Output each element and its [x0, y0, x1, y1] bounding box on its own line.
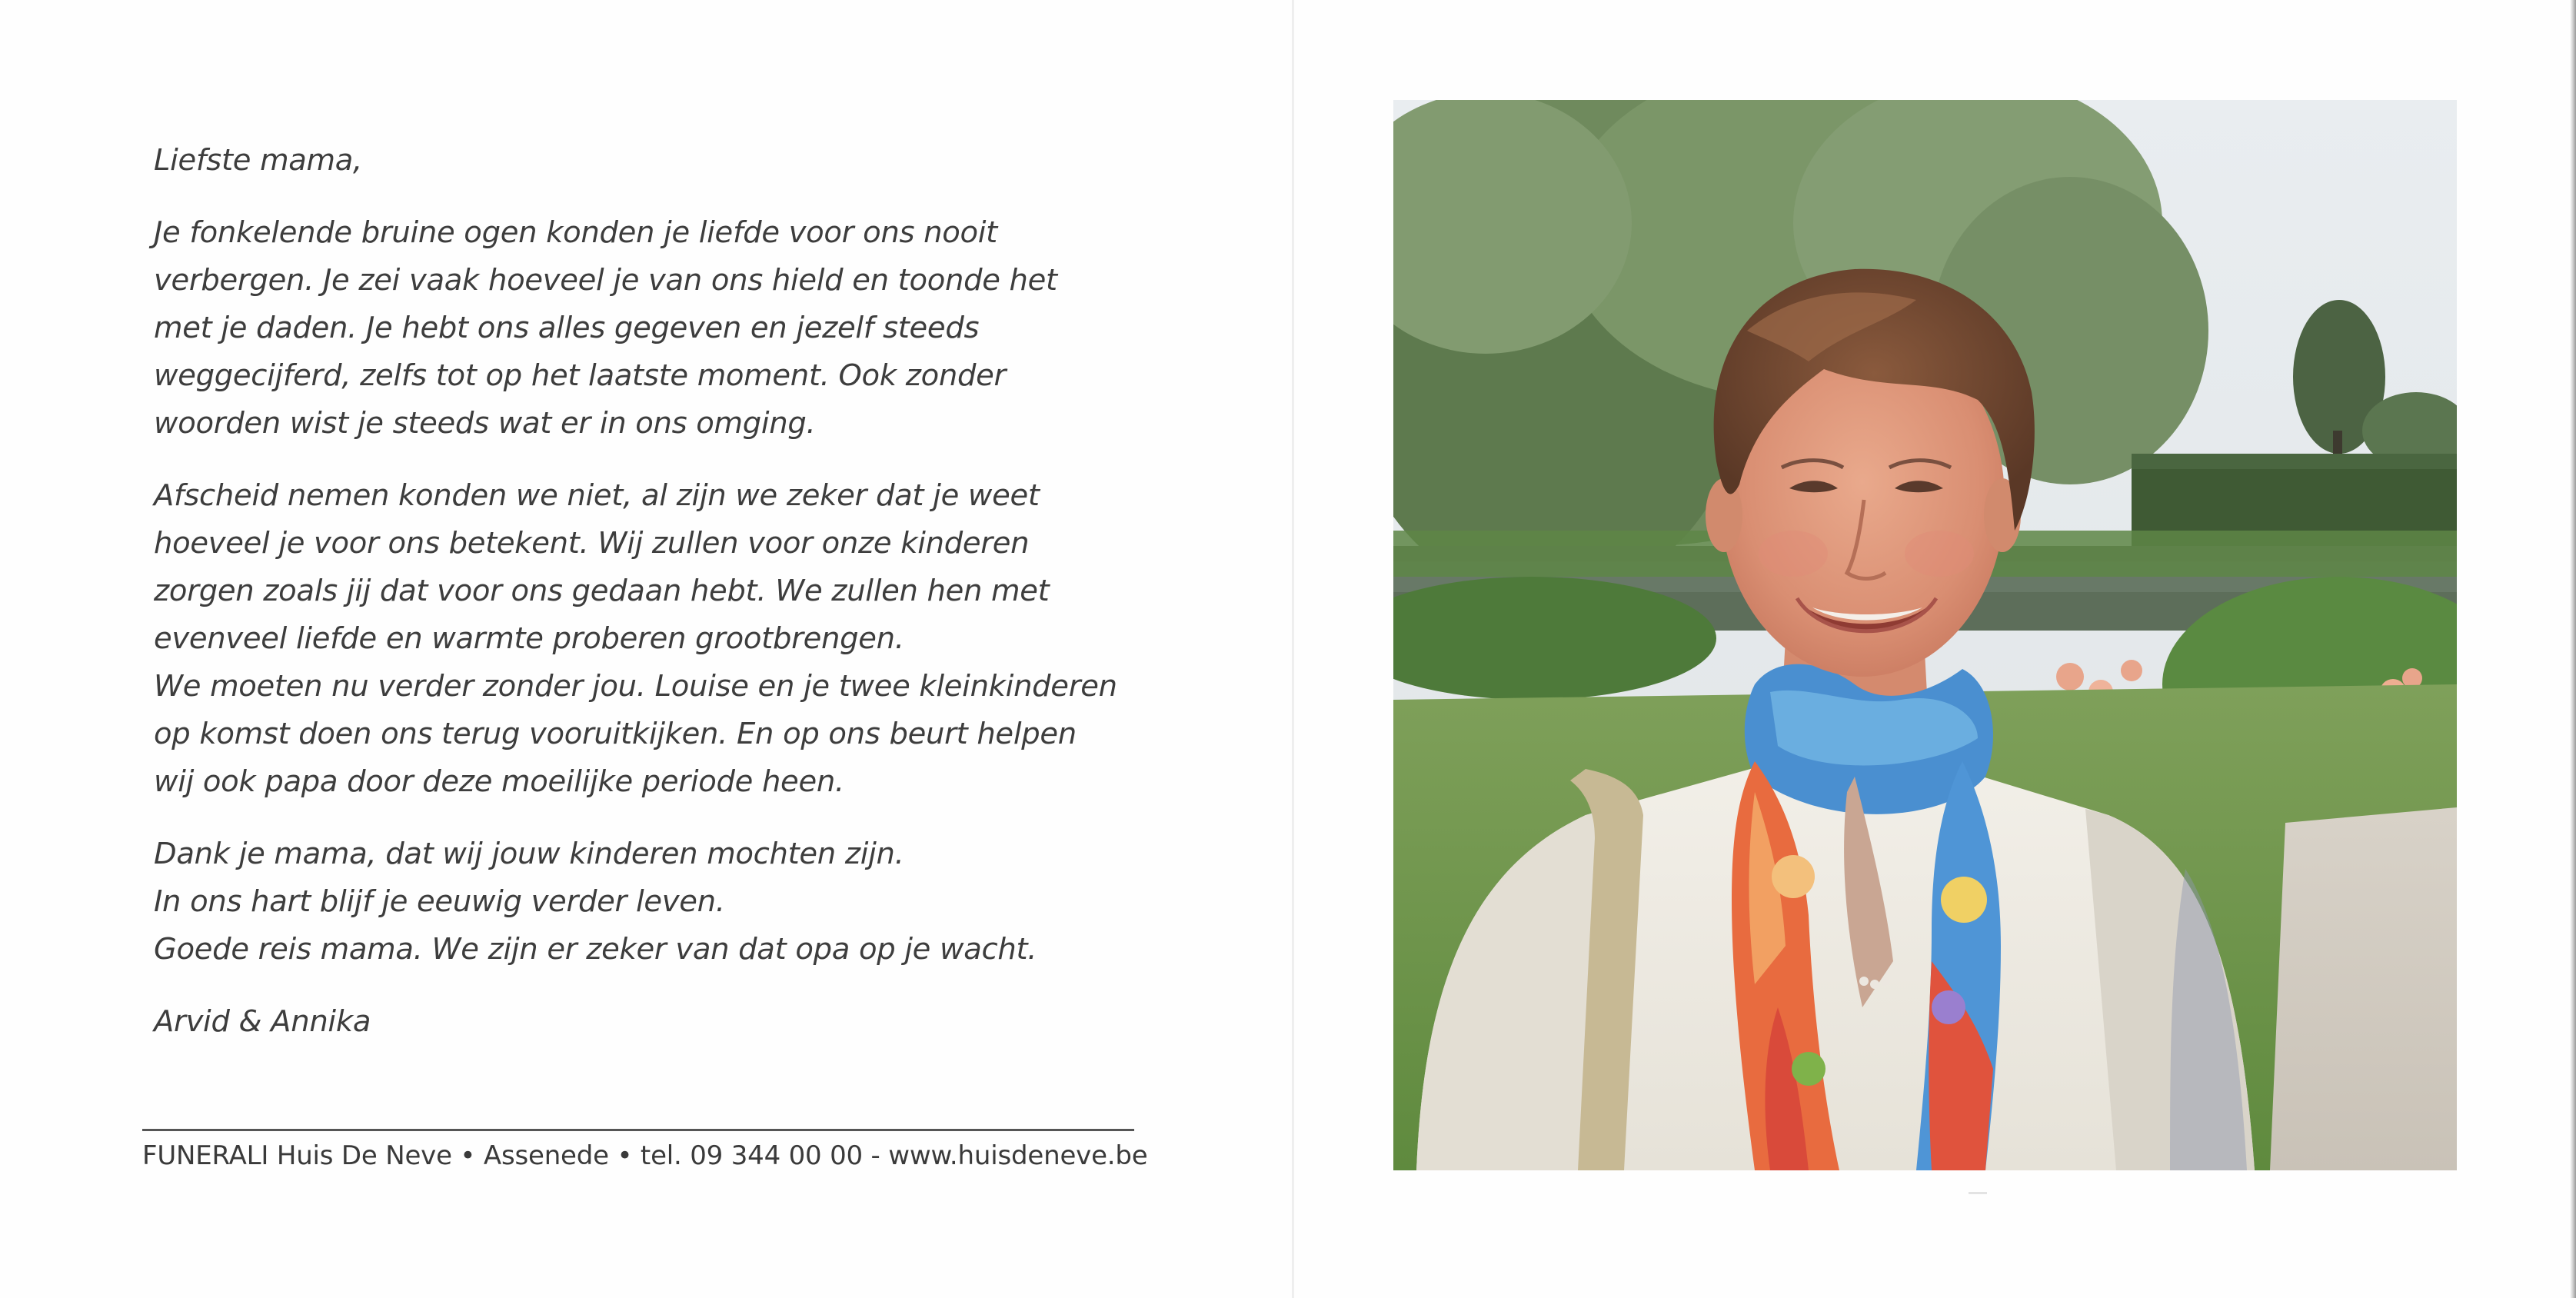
text-line: Dank je mama, dat wij jouw kinderen mochten zijn.: [154, 837, 904, 871]
text-line: woorden wist je steeds wat er in ons omging.: [154, 406, 816, 441]
portrait-illustration: [1393, 100, 2457, 1170]
portrait-photo: [1393, 100, 2457, 1170]
text-line: evenveel liefde en warmte proberen grootbrengen.: [154, 621, 904, 656]
text-line: op komst doen ons terug vooruitkijken. En op ons beurt helpen: [154, 717, 1077, 751]
memorial-text: [154, 137, 1153, 1070]
text-line: met je daden. Je hebt ons alles gegeven en jezelf steeds: [154, 311, 980, 345]
salutation: [154, 137, 1153, 185]
signature: [154, 998, 1153, 1046]
card-fold: [1292, 0, 1294, 1298]
text-line: verbergen. Je zei vaak hoeveel je van ons hield en toonde het: [154, 263, 1057, 298]
card-right-edge: [2570, 0, 2576, 1298]
footer-divider: [142, 1129, 1134, 1131]
text-line: wij ook papa door deze moeilijke periode heen.: [154, 764, 844, 799]
paragraph-3: [154, 830, 1153, 974]
text-line: weggecijferd, zelfs tot op het laatste moment. Ook zonder: [154, 358, 1007, 393]
text-line: Afscheid nemen konden we niet, al zijn we zeker dat je weet: [154, 478, 1040, 513]
scan-artifact: [1969, 1192, 1987, 1194]
salutation-line: Liefste mama,: [154, 143, 362, 178]
signature-line: Arvid & Annika: [154, 1004, 371, 1039]
text-line: zorgen zoals jij dat voor ons gedaan hebt. We zullen hen met: [154, 574, 1050, 608]
text-line: We moeten nu verder zonder jou. Louise en je twee kleinkinderen: [154, 669, 1117, 704]
text-line: Je fonkelende bruine ogen konden je liefde voor ons nooit: [154, 215, 997, 250]
text-line: In ons hart blijf je eeuwig verder leven.: [154, 884, 725, 919]
text-line: Goede reis mama. We zijn er zeker van dat opa op je wacht.: [154, 932, 1037, 967]
paragraph-1: [154, 209, 1153, 448]
text-line: hoeveel je voor ons betekent. Wij zullen voor onze kinderen: [154, 526, 1030, 561]
funeral-home-footer: FUNERALI Huis De Neve • Assenede • tel. 09 344 00 00 - www.huisdeneve.be: [142, 1140, 1148, 1171]
paragraph-2: [154, 472, 1153, 806]
